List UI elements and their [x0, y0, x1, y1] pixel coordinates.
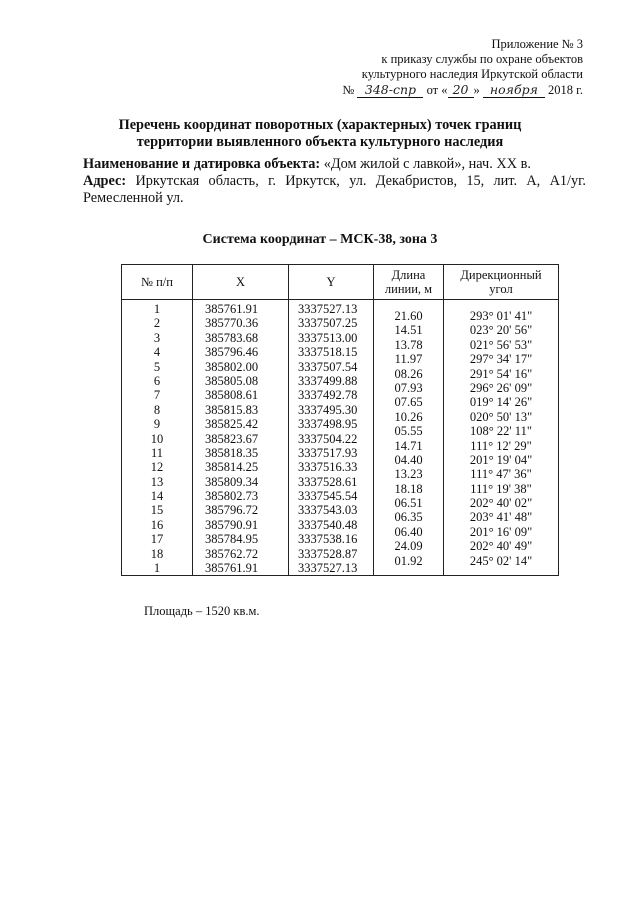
header-angle — [444, 265, 559, 300]
point-number: 14 — [150, 489, 164, 504]
x-coordinate: 385783.68 — [205, 330, 259, 345]
direction-angle: 108° 22' 11" — [470, 424, 532, 439]
address-continuation: Ремесленной ул. — [83, 190, 184, 206]
x-coordinate: 385809.34 — [205, 474, 259, 489]
object-name-line — [83, 156, 586, 173]
y-coordinate: 3337498.95 — [298, 417, 358, 432]
x-coordinate: 385761.91 — [205, 561, 259, 576]
line-length: 11.97 — [394, 352, 423, 367]
line-length: 13.78 — [394, 337, 423, 352]
line-length: 04.40 — [394, 452, 423, 467]
point-number: 18 — [150, 546, 164, 561]
y-coordinate: 3337527.13 — [298, 561, 358, 576]
y-coordinate: 3337540.48 — [298, 517, 358, 532]
x-coordinate: 385815.83 — [205, 402, 259, 417]
x-coordinate: 385802.73 — [205, 489, 259, 504]
point-number: 13 — [150, 474, 164, 489]
direction-angle: 297° 34' 17" — [469, 352, 533, 367]
y-coordinate-column — [289, 300, 374, 576]
header-num: № п/п — [122, 265, 193, 300]
header-length — [374, 265, 444, 300]
header-y: Y — [289, 265, 374, 300]
line-length: 24.09 — [394, 539, 423, 554]
line-length: 06.51 — [394, 496, 423, 511]
point-number: 4 — [153, 345, 161, 360]
y-coordinate: 3337543.03 — [298, 503, 358, 518]
table-body-row — [122, 300, 559, 576]
x-coordinate: 385808.61 — [205, 388, 259, 403]
line-length: 13.23 — [394, 467, 423, 482]
area-text: Площадь – 1520 кв.м. — [144, 604, 260, 618]
x-coordinate: 385805.08 — [205, 373, 259, 388]
direction-angle: 291° 54' 16" — [469, 366, 533, 381]
x-coordinate: 385784.95 — [205, 532, 259, 547]
y-coordinate: 3337545.54 — [298, 489, 358, 504]
point-number: 15 — [150, 503, 164, 518]
line-length: 06.40 — [394, 524, 423, 539]
direction-angle: 293° 01' 41" — [469, 309, 533, 323]
direction-angle: 296° 26' 09" — [469, 380, 533, 395]
line-length: 14.71 — [394, 438, 423, 453]
table-header-row — [122, 265, 559, 300]
title-line-2: территории выявленного объекта культурного наследия — [136, 134, 504, 150]
direction-angle: 021° 56' 53" — [469, 337, 533, 352]
direction-angle: 111° 19' 38" — [470, 481, 532, 496]
y-coordinate: 3337513.00 — [298, 330, 358, 345]
line-length: 21.60 — [394, 309, 423, 323]
line-length: 07.65 — [394, 395, 423, 410]
object-name-label: Наименование и датировка объекта: — [83, 156, 321, 172]
y-coordinate: 3337504.22 — [298, 431, 358, 446]
appendix-line-2: к приказу службы по охране объектов — [381, 52, 583, 66]
direction-angle: 201° 16' 09" — [469, 524, 533, 539]
order-year: 2018 г. — [548, 83, 583, 97]
direction-angle: 203° 41' 48" — [469, 510, 533, 525]
order-number-line — [342, 82, 583, 98]
x-coordinate: 385762.72 — [205, 546, 259, 561]
coordinate-system-title: Система координат – МСК-38, зона 3 — [202, 232, 438, 247]
x-coordinate: 385823.67 — [205, 431, 259, 446]
quote-close: » — [473, 83, 480, 97]
y-coordinate: 3337528.61 — [298, 474, 358, 489]
y-coordinate: 3337507.25 — [298, 316, 358, 331]
direction-angle: 245° 02' 14" — [469, 553, 533, 568]
header-angle-line-2: угол — [489, 282, 513, 296]
handwritten-order-number: 348-спр — [357, 82, 423, 98]
line-length: 01.92 — [394, 553, 423, 568]
y-coordinate: 3337528.87 — [298, 546, 358, 561]
header-angle-line-1: Дирекционный — [460, 268, 542, 282]
x-coordinate: 385790.91 — [205, 517, 259, 532]
appendix-line-1: Приложение № 3 — [491, 37, 583, 51]
point-number: 16 — [150, 517, 164, 532]
line-length: 05.55 — [394, 424, 423, 439]
line-length: 07.93 — [394, 380, 423, 395]
x-coordinate: 385825.42 — [205, 417, 259, 432]
line-length: 14.51 — [394, 323, 423, 338]
direction-angle: 202° 40' 02" — [469, 496, 533, 511]
point-number: 9 — [153, 417, 161, 432]
point-number: 8 — [153, 402, 161, 417]
x-coordinate: 385770.36 — [205, 316, 259, 331]
x-coordinate: 385796.72 — [205, 503, 259, 518]
header-x: X — [193, 265, 289, 300]
object-info — [83, 156, 586, 207]
line-length: 06.35 — [394, 510, 423, 525]
y-coordinate: 3337538.16 — [298, 532, 358, 547]
direction-angle: 202° 40' 49" — [469, 539, 533, 554]
point-number: 2 — [153, 316, 161, 331]
handwritten-month: ноября — [483, 82, 545, 98]
direction-angle: 023° 20' 56" — [469, 323, 533, 338]
appendix-line-3: культурного наследия Иркутской области — [361, 67, 583, 81]
direction-angle: 111° 12' 29" — [470, 438, 532, 453]
direction-angle: 201° 19' 04" — [469, 452, 533, 467]
line-length: 10.26 — [394, 409, 423, 424]
point-number: 6 — [153, 373, 161, 388]
point-number-column — [122, 300, 193, 576]
line-length: 08.26 — [394, 366, 423, 381]
direction-angle: 020° 50' 13" — [469, 409, 533, 424]
number-sign: № — [342, 83, 355, 97]
y-coordinate: 3337499.88 — [298, 373, 358, 388]
header-length-line-1: Длина — [391, 268, 426, 282]
appendix-header — [342, 37, 583, 98]
address-value: Иркутская область, г. Иркутск, ул. Декабристов, 15, лит. А, А1/уг. — [126, 173, 586, 189]
y-coordinate: 3337507.54 — [298, 359, 358, 374]
object-name-value: «Дом жилой с лавкой», нач. XX в. — [320, 156, 531, 172]
header-length-line-2: линии, м — [384, 282, 433, 296]
direction-angle: 111° 47' 36" — [470, 467, 532, 482]
x-coordinate-column — [193, 300, 289, 576]
point-number: 1 — [153, 302, 161, 316]
point-number: 3 — [153, 330, 161, 345]
y-coordinate: 3337518.15 — [298, 345, 358, 360]
x-coordinate: 385802.00 — [205, 359, 259, 374]
point-number: 1 — [153, 561, 161, 576]
y-coordinate: 3337517.93 — [298, 445, 358, 460]
address-label: Адрес: — [83, 173, 127, 189]
handwritten-day: 20 — [448, 82, 474, 98]
title-line-1: Перечень координат поворотных (характерных) точек границ — [118, 117, 522, 133]
point-number: 10 — [150, 431, 164, 446]
point-number: 11 — [150, 445, 164, 460]
y-coordinate: 3337495.30 — [298, 402, 358, 417]
x-coordinate: 385761.91 — [205, 302, 259, 316]
point-number: 5 — [153, 359, 161, 374]
address-line — [83, 173, 586, 190]
point-number: 7 — [153, 388, 161, 403]
line-length: 18.18 — [394, 481, 423, 496]
y-coordinate: 3337492.78 — [298, 388, 358, 403]
point-number: 17 — [150, 532, 164, 547]
from-word: от « — [426, 83, 448, 97]
point-number: 12 — [150, 460, 164, 475]
document-title — [0, 117, 640, 151]
direction-angle: 019° 14' 26" — [469, 395, 533, 410]
y-coordinate: 3337527.13 — [298, 302, 358, 316]
x-coordinate: 385818.35 — [205, 445, 259, 460]
x-coordinate: 385814.25 — [205, 460, 259, 475]
direction-angle-column — [444, 300, 559, 576]
coordinates-table — [121, 264, 559, 576]
x-coordinate: 385796.46 — [205, 345, 259, 360]
line-length-column — [374, 300, 444, 576]
y-coordinate: 3337516.33 — [298, 460, 358, 475]
